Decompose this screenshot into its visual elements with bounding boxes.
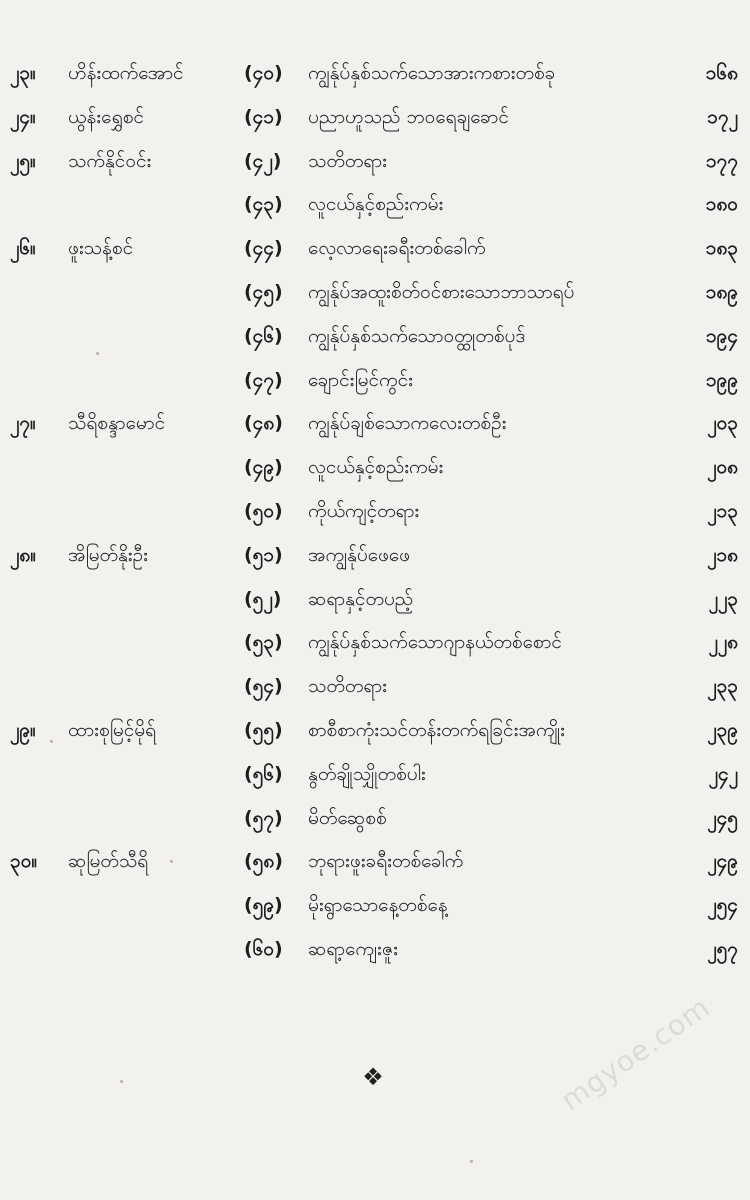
page-number: ၂၅၄ bbox=[707, 894, 738, 917]
chapter-number: (၅၈) bbox=[244, 850, 283, 873]
page-number: ၂၂၃ bbox=[708, 587, 738, 610]
toc-row bbox=[0, 665, 750, 709]
page-number: ၁၇၇ bbox=[705, 149, 738, 172]
page-number: ၂၁၃ bbox=[707, 499, 738, 522]
chapter-number: (၄၃) bbox=[244, 193, 283, 216]
chapter-number: (၆၀) bbox=[244, 937, 283, 960]
toc-row bbox=[0, 578, 750, 622]
toc-row bbox=[0, 315, 750, 359]
author-name: သက်နိုင်ဝင်း bbox=[68, 149, 152, 172]
page-number: ၁၇၂ bbox=[707, 105, 738, 128]
author-name: ဖူးသန့်စင် bbox=[68, 237, 134, 260]
chapter-title: ကျွန်ုပ်အထူးစိတ်ဝင်စားသောဘာသာရပ် bbox=[308, 280, 575, 303]
toc-row bbox=[0, 359, 750, 403]
entry-number: ၃၀။ bbox=[10, 850, 38, 873]
chapter-number: (၅၉) bbox=[244, 894, 283, 917]
paper-speck bbox=[50, 740, 53, 743]
page-number: ၁၈၉ bbox=[705, 280, 738, 303]
toc-row bbox=[0, 402, 750, 446]
chapter-title: ကျွန်ုပ်နှစ်သက်သောဝတ္ထုတစ်ပုဒ် bbox=[308, 324, 526, 347]
toc-row bbox=[0, 797, 750, 841]
chapter-title: အကျွန်ုပ်ဖေဖေ bbox=[308, 543, 411, 566]
chapter-number: (၄၅) bbox=[244, 280, 283, 303]
chapter-title: သတိတရား bbox=[308, 149, 387, 172]
table-of-contents bbox=[0, 52, 750, 972]
author-name: ယွန်းရွှေစင် bbox=[68, 105, 144, 128]
toc-row bbox=[0, 490, 750, 534]
chapter-number: (၅၇) bbox=[244, 806, 283, 829]
page-number: ၂၃၉ bbox=[707, 718, 738, 741]
page-number: ၂၀၈ bbox=[707, 456, 738, 479]
chapter-number: (၅၅) bbox=[244, 718, 283, 741]
page-number: ၂၀၃ bbox=[707, 412, 738, 435]
paper-speck bbox=[170, 860, 173, 863]
chapter-number: (၄၀) bbox=[244, 62, 283, 84]
chapter-number: (၄၉) bbox=[244, 456, 283, 479]
chapter-title: ကျွန်ုပ်ချစ်သောကလေးတစ်ဦး bbox=[308, 412, 507, 435]
toc-row bbox=[0, 140, 750, 184]
toc-row bbox=[0, 52, 750, 96]
page-number: ၂၄၂ bbox=[708, 762, 738, 785]
toc-row bbox=[0, 446, 750, 490]
chapter-title: လူငယ်နှင့်စည်းကမ်း bbox=[308, 193, 444, 216]
chapter-title: ကိုယ်ကျင့်တရား bbox=[308, 499, 420, 522]
page-number: ၂၅၇ bbox=[707, 937, 738, 960]
chapter-number: (၅၀) bbox=[244, 499, 283, 522]
chapter-title: ဘုရားဖူးခရီးတစ်ခေါက် bbox=[308, 850, 464, 873]
chapter-title: ကျွန်ုပ်နှစ်သက်သောဂျာနယ်တစ်စောင် bbox=[308, 631, 562, 654]
chapter-title: စာစီစာကုံးသင်တန်းတက်ရခြင်းအကျိုး bbox=[308, 718, 566, 741]
chapter-number: (၄၇) bbox=[244, 368, 283, 391]
chapter-number: (၄၁) bbox=[244, 105, 283, 128]
chapter-title: နွတ်ချိုသျှိုတစ်ပါး bbox=[308, 762, 426, 785]
toc-row bbox=[0, 753, 750, 797]
chapter-number: (၅၆) bbox=[244, 762, 283, 785]
entry-number: ၂၉။ bbox=[10, 718, 36, 741]
chapter-number: (၄၂) bbox=[244, 149, 282, 172]
chapter-title: ဆရာနှင့်တပည့် bbox=[308, 587, 414, 610]
chapter-number: (၄၄) bbox=[244, 237, 283, 260]
paper-speck bbox=[120, 1080, 123, 1083]
page-number: ၁၈၃ bbox=[705, 237, 738, 260]
toc-row bbox=[0, 884, 750, 928]
toc-row bbox=[0, 96, 750, 140]
page-number: ၂၄၅ bbox=[707, 806, 738, 829]
entry-number: ၂၄။ bbox=[10, 105, 36, 128]
chapter-number: (၅၃) bbox=[244, 631, 283, 654]
chapter-number: (၅၂) bbox=[244, 587, 282, 610]
toc-row bbox=[0, 840, 750, 884]
chapter-title: ချောင်းမြင်ကွင်း bbox=[308, 368, 413, 391]
page-number: ၂၄၉ bbox=[707, 850, 738, 873]
chapter-number: (၄၆) bbox=[244, 324, 283, 347]
entry-number: ၂၇။ bbox=[10, 412, 36, 435]
toc-row bbox=[0, 928, 750, 972]
ornament-icon: ❖ bbox=[362, 1063, 384, 1091]
chapter-title: ပညာဟူသည် ဘဝရေချခောင် bbox=[308, 105, 509, 128]
page-number: ၁၈၀ bbox=[705, 193, 738, 216]
toc-row bbox=[0, 227, 750, 271]
entry-number: ၂၆။ bbox=[10, 237, 36, 260]
chapter-title: ဆရာ့ကျေးဇူး bbox=[308, 937, 398, 960]
page-number: ၁၆၈ bbox=[705, 62, 738, 84]
author-name: ဆုမြတ်သီရိ bbox=[68, 850, 149, 873]
entry-number: ၂၅။ bbox=[10, 149, 36, 172]
paper-speck bbox=[470, 1160, 473, 1163]
entry-number: ၂၈။ bbox=[10, 543, 36, 566]
toc-row bbox=[0, 709, 750, 753]
chapter-title: လေ့လာရေးခရီးတစ်ခေါက် bbox=[308, 237, 486, 260]
paper-speck bbox=[96, 352, 99, 355]
page-number: ၂၁၈ bbox=[707, 543, 738, 566]
watermark: mgyoe.com bbox=[555, 990, 717, 1118]
chapter-title: မိတ်ဆွေစစ် bbox=[308, 806, 387, 829]
page-number: ၂၂၈ bbox=[708, 631, 738, 654]
page-number: ၁၉၄ bbox=[705, 324, 738, 347]
author-name: သီရိစန္ဒာမောင် bbox=[68, 412, 166, 435]
chapter-number: (၅၁) bbox=[244, 543, 283, 566]
author-name: အိမြတ်နိုးဦး bbox=[68, 543, 148, 566]
chapter-title: ကျွန်ုပ်နှစ်သက်သောအားကစားတစ်ခု bbox=[308, 62, 556, 84]
page-number: ၂၃၃ bbox=[707, 675, 738, 698]
chapter-title: လူငယ်နှင့်စည်းကမ်း bbox=[308, 456, 444, 479]
page-number: ၁၉၉ bbox=[705, 368, 738, 391]
chapter-number: (၅၄) bbox=[244, 675, 283, 698]
author-name: ဟိန်းထက်အောင် bbox=[68, 62, 184, 84]
chapter-title: သတိတရား bbox=[308, 675, 387, 698]
toc-row bbox=[0, 271, 750, 315]
chapter-number: (၄၈) bbox=[244, 412, 283, 435]
author-name: ထားစုမြင့်မိုရ် bbox=[68, 718, 157, 741]
entry-number: ၂၃။ bbox=[10, 62, 36, 84]
toc-row bbox=[0, 183, 750, 227]
toc-row bbox=[0, 534, 750, 578]
chapter-title: မိုးရွာသောနေ့တစ်နေ့ bbox=[308, 894, 448, 917]
toc-row bbox=[0, 621, 750, 665]
